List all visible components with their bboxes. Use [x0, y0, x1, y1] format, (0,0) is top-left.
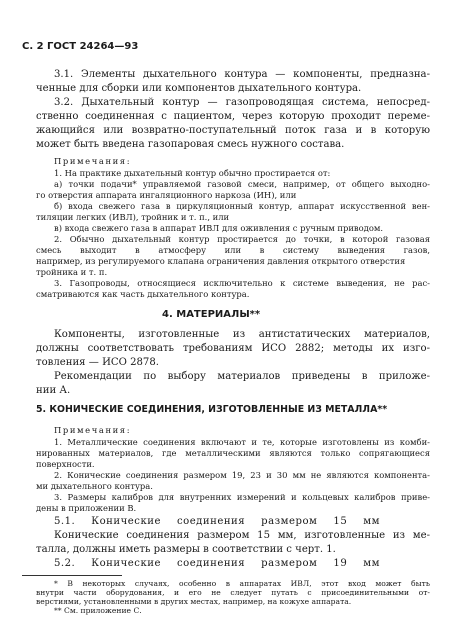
- note-line: а) точки подачи* управляемой газовой смеси, например, от общего выходно-: [54, 179, 430, 189]
- note-line: го отверстия аппарата ингаляционного наркоза (ИН), или: [36, 190, 297, 200]
- clause-3-2-line: может быть введена газопаровая смесь нужного состава.: [36, 139, 345, 150]
- note-line: 2. Обычно дыхательный контур простирается до точки, в которой газовая: [54, 234, 430, 244]
- clause-5-1-line: талла, должны иметь размеры в соответствии с черт. 1.: [36, 544, 336, 555]
- note-line: 2. Конические соединения размером 19, 23 и 30 мм не являются компонента-: [54, 470, 430, 480]
- footnote-line: верстиями, установленными в других местах, например, на кожухе аппарата.: [36, 597, 352, 606]
- clause-3-2-line: 3.2. Дыхательный контур — газопроводящая система, непосред-: [54, 97, 430, 108]
- section-4-line: должны соответствовать требованиям ИСО 2882; методы их изго-: [36, 343, 430, 354]
- clause-3-1-line: ченные для сборки или компонентов дыхательного контура.: [36, 83, 362, 94]
- note-line: нированных материалов, где металлическими являются только сопрягающиеся: [36, 448, 430, 458]
- section-4-line: Рекомендации по выбору материалов приведены в приложе-: [54, 371, 430, 382]
- note-line: дены в приложении В.: [36, 503, 137, 513]
- section-4-line: Компоненты, изготовленные из антистатических материалов,: [54, 329, 430, 340]
- page-header: С. 2 ГОСТ 24264—93: [22, 41, 139, 52]
- clause-3-1-line: 3.1. Элементы дыхательного контура — компоненты, предназна-: [54, 69, 430, 80]
- note-line: 3. Размеры калибров для внутренних измерений и кольцевых калибров приве-: [54, 492, 430, 502]
- clause-5-2-heading: 5.2. Конические соединения размером 19 мм: [54, 558, 380, 569]
- clause-5-1-heading: 5.1. Конические соединения размером 15 мм: [54, 516, 380, 527]
- footnote-line: * В некоторых случаях, особенно в аппаратах ИВЛ, этот вход может быть: [54, 579, 430, 588]
- notes-title: Примечания:: [54, 156, 132, 166]
- notes-title: Примечания:: [54, 425, 132, 435]
- note-line: 3. Газопроводы, относящиеся исключительно к системе выведения, не рас-: [54, 278, 430, 288]
- footnote-rule: [22, 575, 122, 576]
- note-line: тиляции легких (ИВЛ), тройник и т. п., или: [36, 212, 230, 222]
- note-line: поверхности.: [36, 459, 95, 469]
- note-line: 1. На практике дыхательный контур обычно простирается от:: [54, 168, 331, 178]
- clause-3-2-line: жающийся или возвратно-поступательный поток газа и в которую: [36, 125, 430, 136]
- footnote-line: ** См. приложение С.: [54, 606, 142, 615]
- note-line: б) входа свежего газа в циркуляционный контур, аппарат искусственной вен-: [54, 201, 430, 211]
- clause-5-1-line: Конические соединения размером 15 мм, изготовленные из ме-: [54, 530, 430, 541]
- note-line: ми дыхательного контура.: [36, 481, 153, 491]
- note-line: в) входа свежего газа в аппарат ИВЛ для оживления с ручным приводом.: [54, 223, 384, 233]
- section-4-line: товления — ИСО 2878.: [36, 357, 159, 368]
- section-4-heading: 4. МАТЕРИАЛЫ**: [162, 309, 261, 320]
- note-line: например, из регулируемого клапана ограничения давления открытого отверстия: [36, 256, 406, 266]
- note-line: тройника и т. п.: [36, 267, 108, 277]
- section-5-heading: 5. КОНИЧЕСКИЕ СОЕДИНЕНИЯ, ИЗГОТОВЛЕННЫЕ ИЗ МЕТАЛЛА**: [36, 404, 388, 415]
- clause-3-2-line: ственно соединенная с пациентом, через которую проходит переме-: [36, 111, 430, 122]
- note-line: сматриваются как часть дыхательного контура.: [36, 289, 250, 299]
- note-line: 1. Металлические соединения включают и те, которые изготовлены из комби-: [54, 437, 430, 447]
- note-line: смесь выходит в атмосферу или в систему выведения газов,: [36, 245, 430, 255]
- section-4-line: нии А.: [36, 385, 71, 396]
- footnote-line: внутри части оборудования, и его не следует путать с присоединительными от-: [36, 588, 430, 597]
